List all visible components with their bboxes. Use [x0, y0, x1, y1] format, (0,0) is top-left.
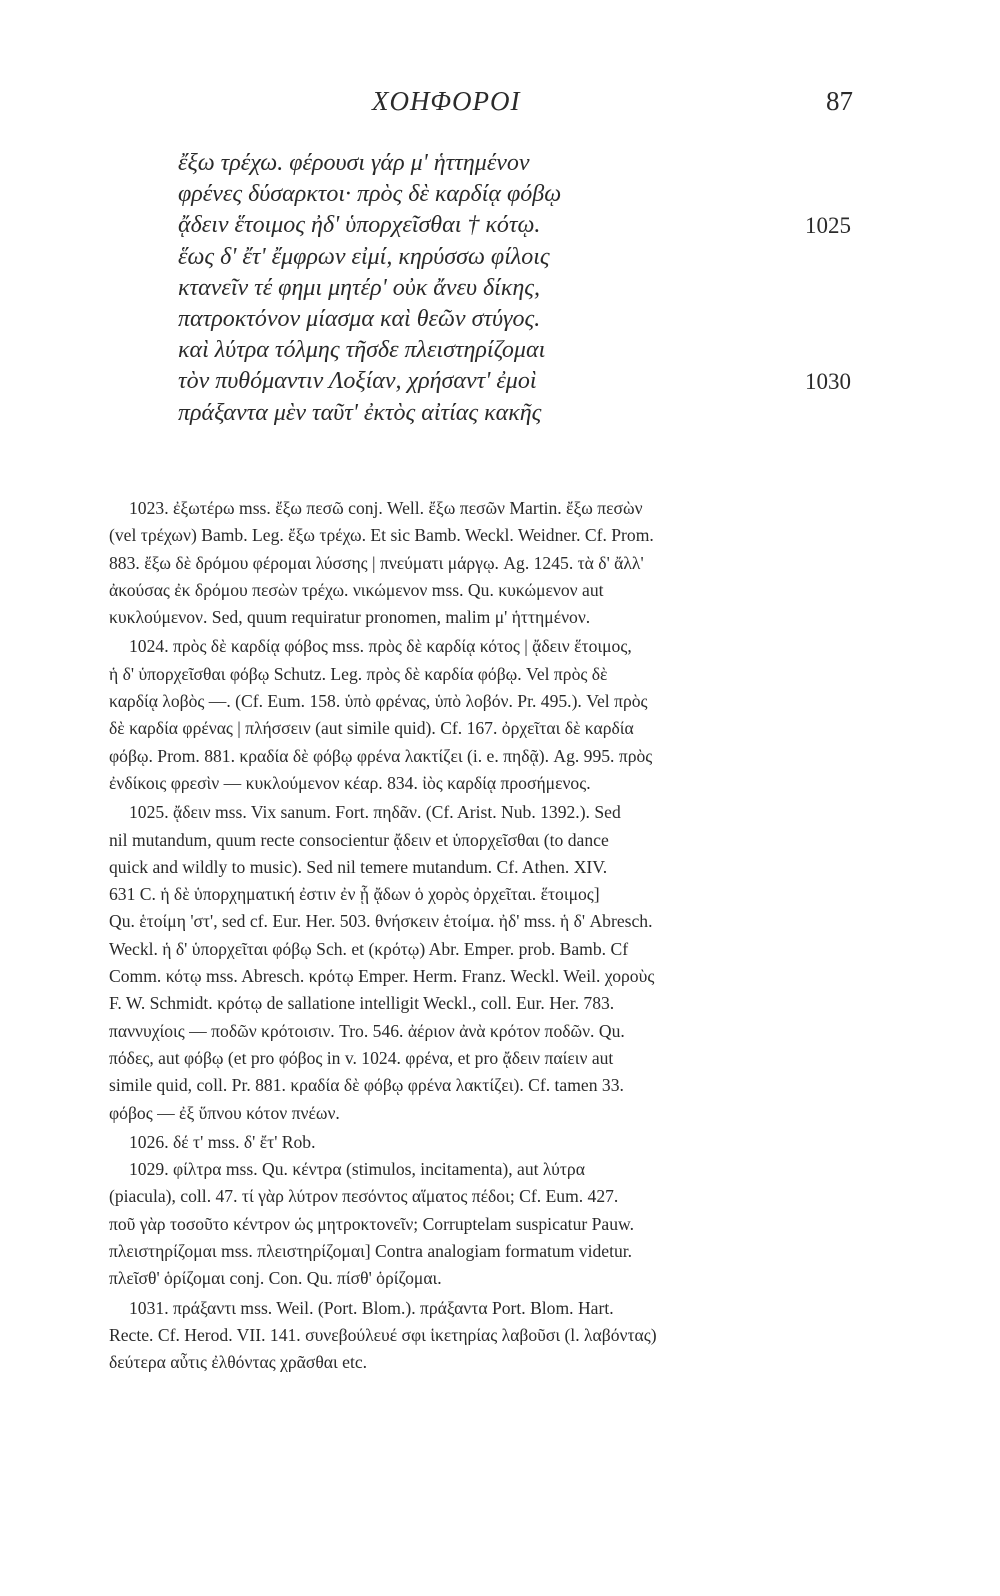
note-line: πλεῖσθ' ὁρίζομαι conj. Con. Qu. πίσθ' ὁρίζομαι. [109, 1268, 442, 1289]
note-line: πλειστηρίζομαι mss. πλειστηρίζομαι] Contra analogiam formatum videtur. [109, 1241, 633, 1262]
note-line: ἀκούσας ἐκ δρόμου πεσὼν τρέχω. νικώμενον mss. Qu. κυκώμενον aut [109, 579, 604, 600]
note-line: Comm. κότῳ mss. Abresch. κρότῳ Emper. Herm. Franz. Weckl. Weil. χοροὺς [109, 966, 655, 987]
note-line: simile quid, coll. Pr. 881. κραδία δὲ φόβῳ φρένα λακτίζει). Cf. tamen 33. [109, 1075, 624, 1096]
verse-text: ᾄδειν ἕτοιμος ἠδ' ὑπορχεῖσθαι † κότῳ. [178, 212, 541, 239]
verse-line [178, 335, 858, 366]
note-line: κυκλούμενον. Sed, quum requiratur pronomen, malim μ' ἡττημένον. [109, 607, 591, 628]
note-line: καρδίᾳ λοβὸς —. (Cf. Eum. 158. ὑπὸ φρένας, ὑπὸ λοβόν. Pr. 495.). Vel πρὸς [109, 691, 648, 712]
verse-line [178, 148, 858, 179]
note-line: 1025. ᾄδειν mss. Vix sanum. Fort. πηδᾶν. (Cf. Arist. Nub. 1392.). Sed [129, 802, 621, 823]
verse-line [178, 242, 858, 273]
verse-line [178, 179, 858, 210]
note-line: quick and wildly to music). Sed nil temere mutandum. Cf. Athen. XIV. [109, 856, 608, 877]
note-line: 1031. πράξαντι mss. Weil. (Port. Blom.). πράξαντα Port. Blom. Hart. [129, 1297, 614, 1318]
note-line: δεύτερα αὖτις ἐλθόντας χρᾶσθαι etc. [109, 1352, 368, 1373]
verse-text: καὶ λύτρα τόλμης τῆσδε πλειστηρίζομαι [178, 337, 546, 364]
note-line: 1029. φίλτρα mss. Qu. κέντρα (stimulos, incitamenta), aut λύτρα [129, 1159, 585, 1180]
line-number: 1030 [805, 369, 851, 395]
verse-line [178, 398, 858, 429]
verse-text: πράξαντα μὲν ταῦτ' ἐκτὸς αἰτίας κακῆς [178, 399, 542, 426]
note-line: Recte. Cf. Herod. VII. 141. συνεβούλευέ σφι ἱκετηρίας λαβοῦσι (l. λαβόντας) [109, 1324, 657, 1345]
note-line: φόβῳ. Prom. 881. κραδία δὲ φόβῳ φρένα λακτίζει (i. e. πηδᾷ). Ag. 995. πρὸς [109, 745, 653, 766]
note-line: 1023. ἐξωτέρω mss. ἔξω πεσῶ conj. Well. ἔξω πεσῶν Martin. ἔξω πεσὼν [129, 498, 643, 518]
note-line: παννυχίοις — ποδῶν κρότοισιν. Tro. 546. ἀέριον ἀνὰ κρότον ποδῶν. Qu. [109, 1020, 625, 1041]
verse-text: πατροκτόνον μίασμα καὶ θεῶν στύγος. [178, 305, 541, 332]
note-line: 883. ἔξω δὲ δρόμου φέρομαι λύσσης | πνεύματι μάργῳ. Ag. 1245. τὰ δ' ἄλλ' [109, 552, 644, 573]
note-line: 1024. πρὸς δὲ καρδίᾳ φόβος mss. πρὸς δὲ καρδίᾳ κότος | ᾄδειν ἕτοιμος, [129, 636, 632, 657]
verse-line [178, 273, 858, 304]
note-line: nil mutandum, quum recte consocientur ᾄδειν et ὑπορχεῖσθαι (to dance [109, 829, 609, 850]
verse-text: τὸν πυθόμαντιν Λοξίαν, χρήσαντ' ἐμοὶ [178, 368, 537, 395]
running-title: ΧΟΗΦΟΡΟΙ [372, 86, 521, 116]
note-line: F. W. Schmidt. κρότῳ de sallatione intelligit Weckl., coll. Eur. Her. 783. [109, 993, 615, 1014]
note-line: (piacula), coll. 47. τί γὰρ λύτρον πεσόντος αἵματος πέδοι; Cf. Eum. 427. [109, 1186, 619, 1207]
line-number: 1025 [805, 213, 851, 239]
verse-line [178, 210, 858, 241]
note-line: ἡ δ' ὑπορχεῖσθαι φόβῳ Schutz. Leg. πρὸς δὲ καρδία φόβῳ. Vel πρὸς δὲ [109, 663, 608, 684]
note-line: φόβος — ἐξ ὕπνου κότον πνέων. [109, 1102, 340, 1123]
verse-block [178, 148, 858, 429]
note-line: πόδες, aut φόβῳ (et pro φόβος in v. 1024. φρένα, et pro ᾄδειν παίειν aut [109, 1047, 614, 1068]
verse-text: φρένες δύσαρκτοι· πρὸς δὲ καρδίᾳ φόβῳ [178, 181, 562, 208]
verse-line [178, 366, 858, 397]
verse-line [178, 304, 858, 335]
note-line: 631 C. ἡ δὲ ὑπορχηματική ἐστιν ἐν ᾗ ᾄδων ὁ χορὸς ὀρχεῖται. ἕτοιμος] [109, 884, 600, 905]
verse-text: ἔξω τρέχω. φέρουσι γάρ μ' ἡττημένον [178, 150, 530, 176]
note-line: (vel τρέχων) Bamb. Leg. ἔξω τρέχω. Et sic Bamb. Weckl. Weidner. Cf. Prom. [109, 525, 654, 546]
note-line: δὲ καρδία φρένας | πλήσσειν (aut simile quid). Cf. 167. ὀρχεῖται δὲ καρδία [109, 718, 634, 739]
note-line: ἐνδίκοις φρεσὶν — κυκλούμενον κέαρ. 834. ἰὸς καρδίᾳ προσήμενος. [109, 772, 591, 793]
page-number: 87 [826, 86, 853, 116]
critical-notes [109, 495, 857, 1377]
note-line: 1026. δέ τ' mss. δ' ἔτ' Rob. [129, 1131, 316, 1152]
note-line: Qu. ἑτοίμη 'στ', sed cf. Eur. Her. 503. θνήσκειν ἑτοίμα. ἠδ' mss. ἡ δ' Abresch. [109, 911, 653, 932]
verse-text: ἕως δ' ἔτ' ἔμφρων εἰμί, κηρύσσω φίλοις [178, 243, 550, 270]
verse-text: κτανεῖν τέ φημι μητέρ' οὐκ ἄνευ δίκης, [178, 274, 540, 301]
note-line: ποῦ γὰρ τοσοῦτο κέντρον ὡς μητροκτονεῖν; Corruptelam suspicatur Pauw. [109, 1213, 634, 1234]
note-line: Weckl. ἡ δ' ὑπορχεῖται φόβῳ Sch. et (κρότῳ) Abr. Emper. prob. Bamb. Cf [109, 938, 629, 959]
